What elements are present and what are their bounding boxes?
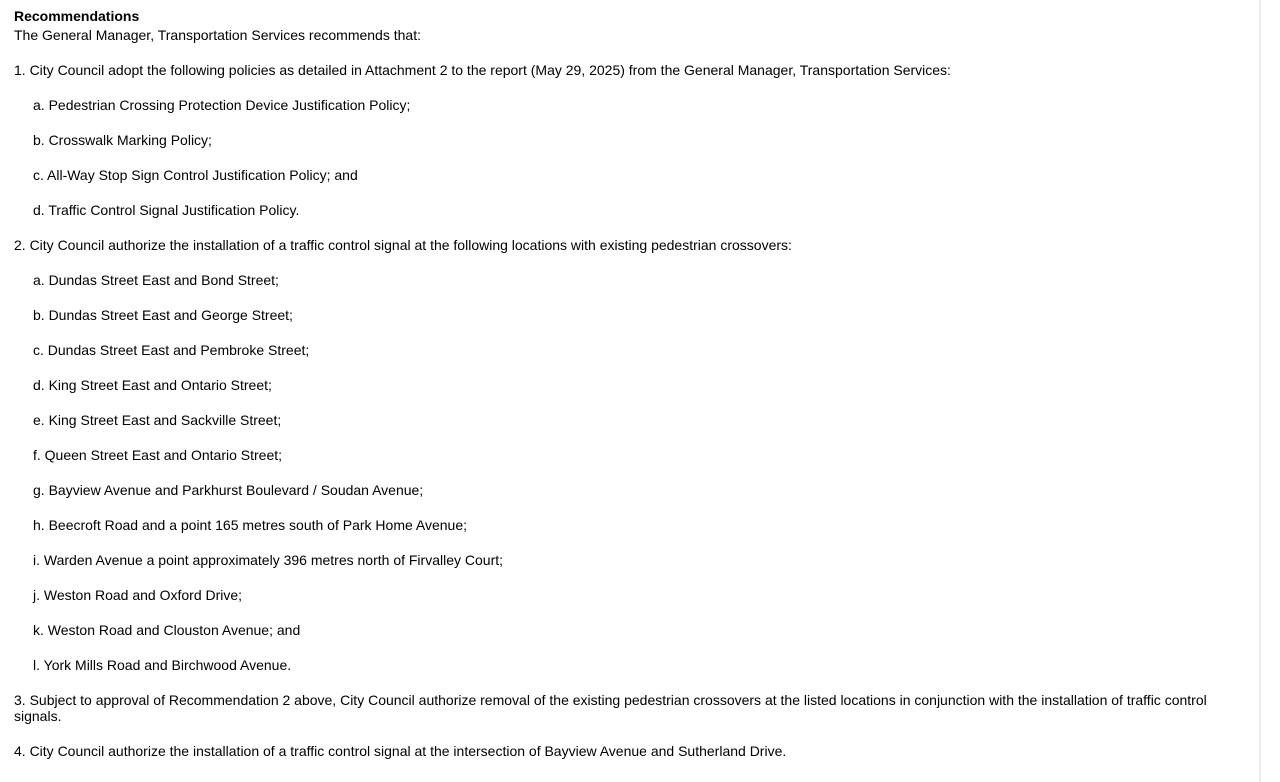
rec-1-sub-item-b: b. Crosswalk Marking Policy;	[33, 132, 212, 148]
rec-2-sub-item-j: j. Weston Road and Oxford Drive;	[33, 587, 243, 603]
rec-2-sub-item-k: k. Weston Road and Clouston Avenue; and	[33, 622, 301, 638]
rec-2-sub-item-g: g. Bayview Avenue and Parkhurst Boulevard / Soudan Avenue;	[33, 482, 424, 498]
rec-2-sub-item-h: h. Beecroft Road and a point 165 metres south of Park Home Avenue;	[33, 517, 468, 533]
rec-2-sub-item-a: a. Dundas Street East and Bond Street;	[33, 272, 279, 288]
rec-2-sub-item-e: e. King Street East and Sackville Street;	[33, 412, 282, 428]
section-heading-recommendations: Recommendations	[14, 8, 140, 24]
rec-1-sub-item-a: a. Pedestrian Crossing Protection Device Justification Policy;	[33, 97, 411, 113]
rec-2-sub-item-f: f. Queen Street East and Ontario Street;	[33, 447, 283, 463]
recommendation-1: 1. City Council adopt the following policies as detailed in Attachment 2 to the report (May 29, 2025) from the General Manager, Transportation Services:	[14, 62, 951, 78]
rec-2-sub-item-l: l. York Mills Road and Birchwood Avenue.	[33, 657, 292, 673]
rec-2-sub-item-d: d. King Street East and Ontario Street;	[33, 377, 272, 393]
rec-1-sub-item-d: d. Traffic Control Signal Justification Policy.	[33, 202, 300, 218]
rec-2-sub-item-c: c. Dundas Street East and Pembroke Street;	[33, 342, 310, 358]
recommendations-section	[14, 8, 1224, 759]
intro-paragraph: The General Manager, Transportation Services recommends that:	[14, 27, 421, 43]
rec-2-sub-item-i: i. Warden Avenue a point approximately 396 metres north of Firvalley Court;	[33, 552, 504, 568]
recommendation-4: 4. City Council authorize the installation of a traffic control signal at the intersection of Bayview Avenue and Sutherland Drive.	[14, 743, 787, 759]
recommendation-2: 2. City Council authorize the installation of a traffic control signal at the following locations with existing pedestrian crossovers:	[14, 237, 792, 253]
rec-1-sub-item-c: c. All-Way Stop Sign Control Justification Policy; and	[33, 167, 358, 183]
recommendation-3: 3. Subject to approval of Recommendation 2 above, City Council authorize removal of the existing pedestrian crossovers at the listed locations in conjunction with the installation of traffic control signals.	[14, 692, 1207, 724]
rec-2-sub-item-b: b. Dundas Street East and George Street;	[33, 307, 293, 323]
